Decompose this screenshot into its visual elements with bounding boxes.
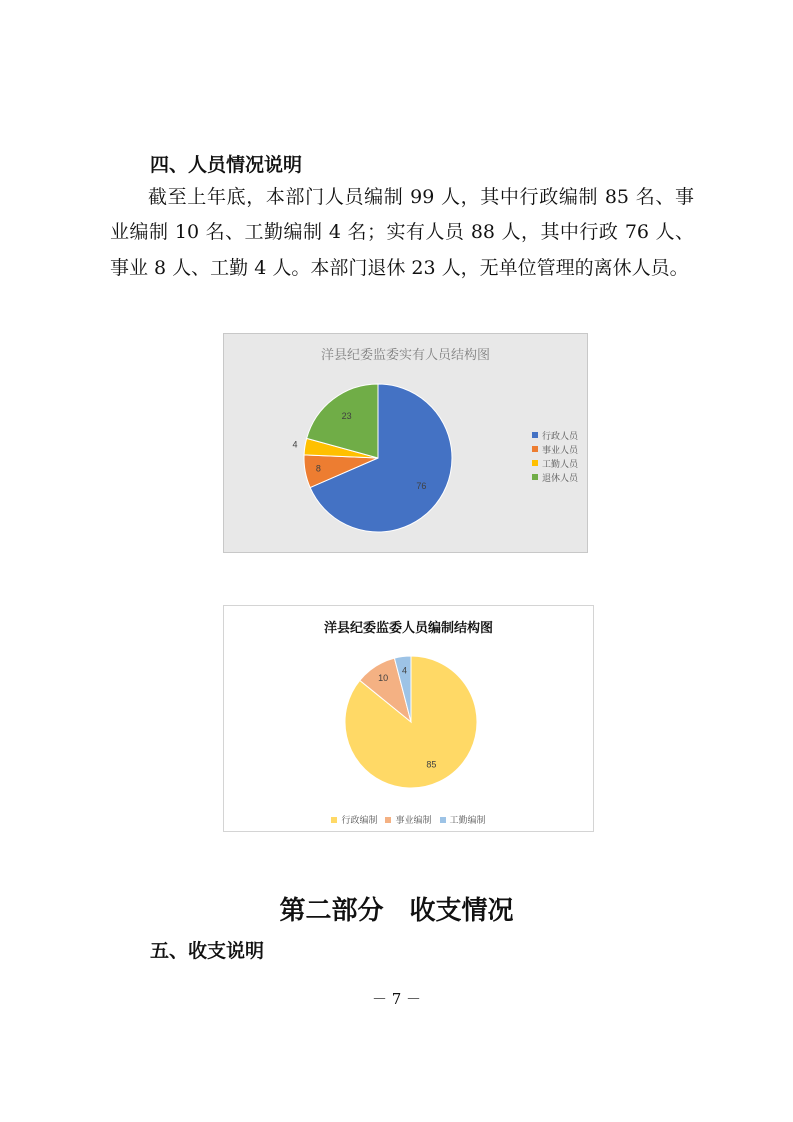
chart1-data-label-2: 4 [292,439,298,450]
chart2-title: 洋县纪委监委人员编制结构图 [323,621,493,636]
chart2-legend-label-0: 行政编制 [341,816,378,826]
chart1-legend [532,428,578,484]
chart2-legend-label-2: 工勤编制 [449,816,486,826]
chart1-legend-swatch-0 [532,432,538,438]
chart1-legend-label-2: 工勤人员 [542,459,579,470]
chart2-legend [224,813,593,826]
page-number: － 7 － [371,990,422,1008]
chart2-data-label-1: 10 [378,673,389,684]
chart2-legend-swatch-2 [440,817,446,823]
chart2-legend-swatch-0 [331,817,337,823]
chart2-legend-item-1 [385,813,431,826]
chart1-legend-swatch-1 [532,446,538,452]
chart2-legend-label-1: 事业编制 [395,816,432,826]
chart1-legend-label-3: 退休人员 [542,473,579,484]
chart2-svg [224,606,593,831]
section4-paragraph: 截至上年底，本部门人员编制 99 人，其中行政编制 85 名、事业编制 10 名、工勤编制 4 名；实有人员 88 人，其中行政 76 人、事业 8 人、工勤 4 人。本部门退休 23 人，无单位管理的离休人员。 [110,186,694,279]
chart2-legend-item-0 [331,813,377,826]
chart2-data-label-0: 85 [426,759,437,770]
section4-heading: 四、人员情况说明 [150,154,303,176]
part2-title: 第二部分 收支情况 [279,896,514,926]
section5-heading: 五、收支说明 [150,940,265,962]
chart2-data-label-2: 4 [401,665,407,676]
actual-staff-pie-chart [223,333,588,553]
chart1-legend-label-0: 行政人员 [542,431,579,442]
chart1-legend-swatch-3 [532,474,538,480]
chart1-legend-label-1: 事业人员 [542,445,579,456]
chart2-legend-item-2 [440,813,486,826]
chart1-legend-item-3 [532,470,578,484]
chart1-data-label-1: 8 [315,463,321,474]
chart1-legend-item-2 [532,456,578,470]
chart1-legend-swatch-2 [532,460,538,466]
chart1-legend-item-1 [532,442,578,456]
chart2-legend-swatch-1 [385,817,391,823]
chart1-title: 洋县纪委监委实有人员结构图 [320,348,490,363]
staff-quota-pie-chart [223,605,594,832]
chart1-data-label-3: 23 [341,411,352,422]
chart1-data-label-0: 76 [416,480,427,491]
chart1-legend-item-0 [532,428,578,442]
